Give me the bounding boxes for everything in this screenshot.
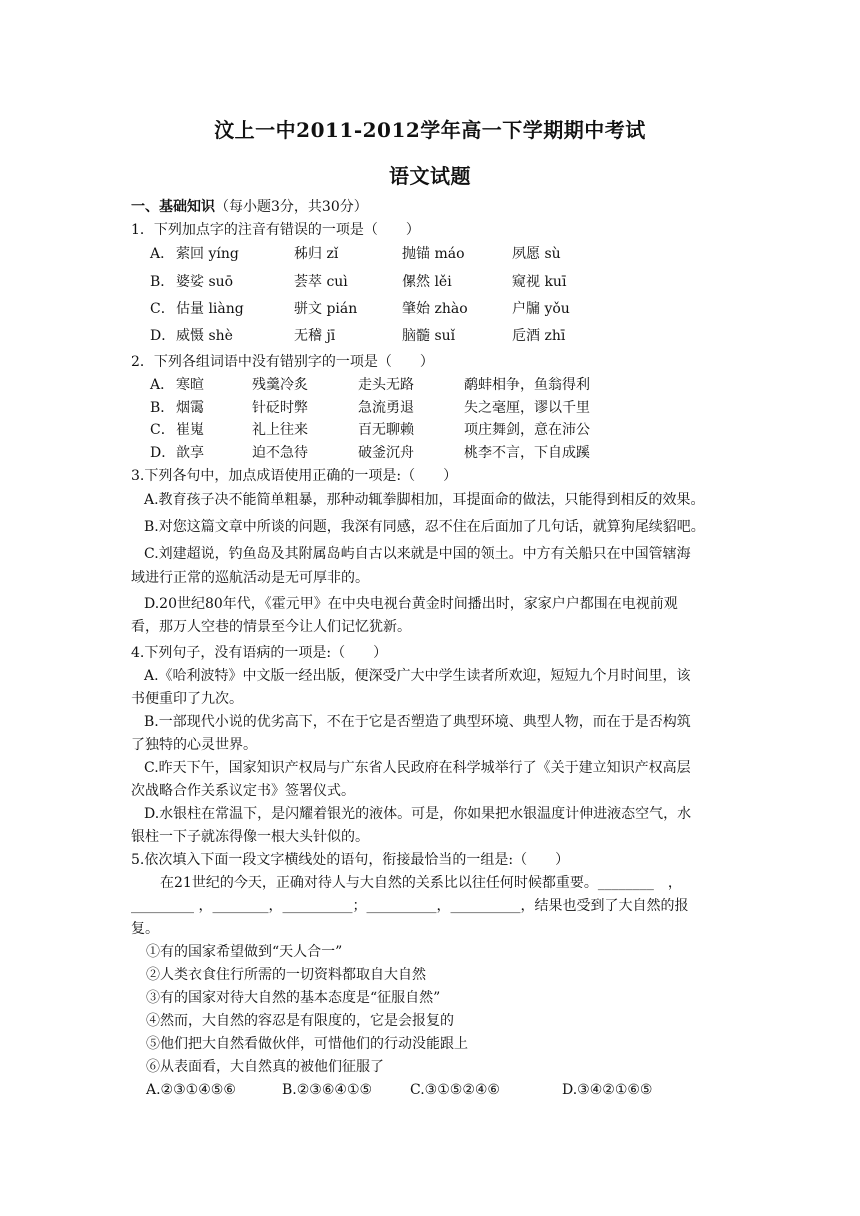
- q5-passage-line: 在21世纪的今天，正确对待人与大自然的关系比以往任何时候都重要。________ ，: [160, 875, 682, 891]
- option-label: D．: [150, 445, 176, 461]
- q3-option-a: A.教育孩子决不能简单粗暴，那种动辄拳脚相加，耳提面命的做法，只能得到相反的效果。: [144, 492, 705, 508]
- q3-option-d-cont: 看，那万人空巷的情景至今让人们记忆犹新。: [131, 619, 411, 635]
- q5-choice-a: A.②③①④⑤⑥: [146, 1082, 236, 1098]
- q5-passage-line: 复。: [131, 921, 159, 937]
- option-item: 秭归 zǐ: [294, 246, 339, 262]
- option-item: 崔嵬: [176, 422, 204, 438]
- option-label: A．: [150, 246, 175, 262]
- option-item: 针砭时弊: [252, 400, 308, 416]
- option-item: 户牖 yǒu: [512, 301, 570, 317]
- option-item: 婆娑 suō: [176, 274, 234, 290]
- q4-option-d: D.水银柱在常温下，是闪耀着银光的液体。可是，你如果把水银温度计伸进液态空气，水: [144, 806, 692, 822]
- option-item: 烟霭: [176, 400, 204, 416]
- q5-statement: ②人类衣食住行所需的一切资料都取自大自然: [146, 967, 426, 983]
- section-heading: [131, 197, 368, 217]
- option-item: 残羹冷炙: [252, 377, 308, 393]
- option-item: 肇始 zhào: [402, 301, 468, 317]
- q4-option-a-cont: 书便重印了九次。: [131, 691, 243, 707]
- page-title: 汶上一中2011-2012学年高一下学期期中考试: [214, 118, 646, 142]
- q5-choice-d: D.③④②①⑥⑤: [562, 1082, 653, 1098]
- q3-option-c: C.刘建超说，钓鱼岛及其附属岛屿自古以来就是中国的领土。中方有关船只在中国管辖海: [144, 546, 691, 562]
- q2-stem: 2．下列各组词语中没有错别字的一项是（ ）: [131, 354, 434, 370]
- q5-statement: ⑥从表面看，大自然真的被他们征服了: [146, 1059, 384, 1075]
- option-item: 迫不急待: [252, 445, 308, 461]
- option-item: 无稽 jī: [294, 328, 336, 344]
- option-label: B．: [150, 400, 175, 416]
- option-label: B．: [150, 274, 175, 290]
- q3-option-d: D.20世纪80年代，《霍元甲》在中央电视台黄金时间播出时，家家户户都围在电视前观: [144, 596, 678, 612]
- option-item: 夙愿 sù: [512, 246, 561, 262]
- option-label: A．: [150, 377, 175, 393]
- option-item: 骈文 pián: [294, 301, 358, 317]
- q4-stem: 4.下列句子，没有语病的一项是:（ ）: [131, 645, 388, 661]
- q5-statement: ④然而，大自然的容忍是有限度的，它是会报复的: [146, 1013, 454, 1029]
- option-label: C．: [150, 422, 175, 438]
- section-title: 一、基础知识: [131, 199, 215, 215]
- q1-stem: 1．下列加点字的注音有错误的一项是（ ）: [131, 222, 420, 238]
- q5-statement: ①有的国家希望做到“天人合一”: [146, 944, 343, 960]
- q4-option-d-cont: 银柱一下子就冻得像一根大头针似的。: [131, 829, 369, 845]
- option-item: 走头无路: [358, 377, 414, 393]
- option-item: 急流勇退: [358, 400, 414, 416]
- q5-choice-c: C.③①⑤②④⑥: [410, 1082, 500, 1098]
- q5-statement: ③有的国家对待大自然的基本态度是“征服自然”: [146, 990, 441, 1006]
- option-item: 萦回 yíng: [176, 246, 239, 262]
- option-label: D．: [150, 328, 176, 344]
- q5-statement: ⑤他们把大自然看做伙伴，可惜他们的行动没能跟上: [146, 1036, 468, 1052]
- q4-option-b: B.一部现代小说的优劣高下，不在于它是否塑造了典型环境、典型人物，而在于是否构筑: [144, 714, 691, 730]
- option-item: 寒暄: [176, 377, 204, 393]
- q5-choice-b: B.②③⑥④①⑤: [282, 1082, 373, 1098]
- q5-stem: 5.依次填入下面一段文字横线处的语句，衔接最恰当的一组是:（ ）: [131, 852, 570, 868]
- q3-option-c-cont: 域进行正常的巡航活动是无可厚非的。: [131, 570, 369, 586]
- option-item: 破釜沉舟: [358, 445, 414, 461]
- option-item: 脑髓 suǐ: [402, 328, 456, 344]
- option-item: 威慑 shè: [176, 328, 233, 344]
- option-item: 傫然 lěi: [402, 274, 452, 290]
- q4-option-b-cont: 了独特的心灵世界。: [131, 737, 257, 753]
- section-note: （每小题3分，共30分）: [215, 199, 368, 215]
- option-label: C．: [150, 301, 175, 317]
- q4-option-c-cont: 次战略合作关系议定书》签署仪式。: [131, 783, 355, 799]
- q4-option-a: A.《哈利波特》中文版一经出版，便深受广大中学生读者所欢迎，短短九个月时间里，该: [144, 668, 691, 684]
- page-subtitle: 语文试题: [389, 164, 471, 188]
- q5-passage-line: _________ ，________，__________；__________，__________，结果也受到了大自然的报: [131, 898, 689, 914]
- option-item: 歆享: [176, 445, 204, 461]
- option-item: 荟萃 cuì: [294, 274, 348, 290]
- option-item: 项庄舞剑，意在沛公: [464, 422, 590, 438]
- q3-option-b: B.对您这篇文章中所谈的问题，我深有同感，忍不住在后面加了几句话，就算狗尾续貂吧。: [144, 519, 705, 535]
- option-item: 抛锚 máo: [402, 246, 465, 262]
- option-item: 卮酒 zhī: [512, 328, 566, 344]
- option-item: 鹬蚌相争，鱼翁得利: [464, 377, 590, 393]
- q4-option-c: C.昨天下午，国家知识产权局与广东省人民政府在科学城举行了《关于建立知识产权高层: [144, 760, 691, 776]
- option-item: 失之毫厘，谬以千里: [464, 400, 590, 416]
- option-item: 百无聊赖: [358, 422, 414, 438]
- option-item: 礼上往来: [252, 422, 308, 438]
- option-item: 桃李不言，下自成蹊: [464, 445, 590, 461]
- option-item: 估量 liàng: [176, 301, 244, 317]
- q3-stem: 3.下列各句中，加点成语使用正确的一项是:（ ）: [131, 468, 458, 484]
- option-item: 窥视 kuī: [512, 274, 567, 290]
